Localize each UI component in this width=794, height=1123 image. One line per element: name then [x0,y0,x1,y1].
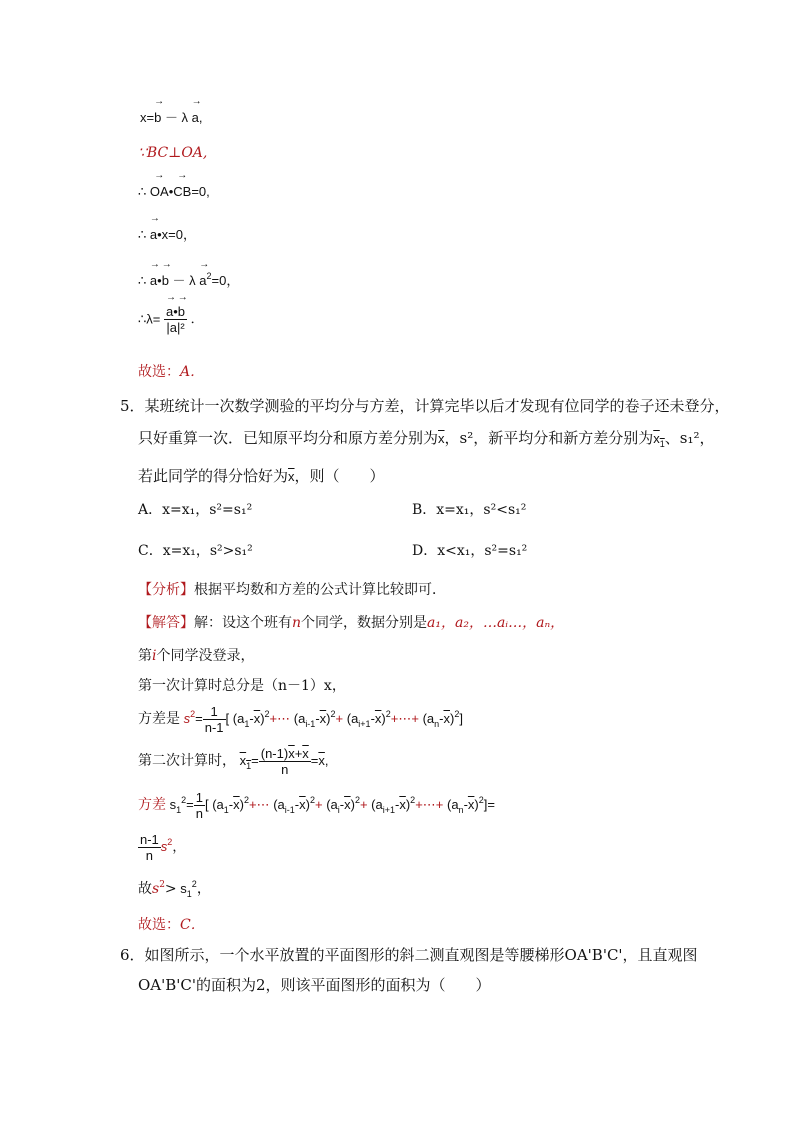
q5-line-2: 只好重算一次．已知原平均分和原方差分别为$\overline{x}$，s²，新平均分和新方差分别为$x_1$、s₁²， [138,429,715,449]
q5-option-a: A．x=x₁，s²=s₁² [138,502,253,518]
q5-answer: 故选：C． [138,917,205,933]
q5-option-d: D．x<x₁，s²=s₁² [412,543,528,559]
q5-line-1: 5．某班统计一次数学测验的平均分与方差，计算完毕以后才发现有位同学的卷子还未登分， [120,397,730,415]
q5-option-c: C．x=x₁，s²>s₁² [138,543,253,559]
q5-analysis: 【分析】根据平均数和方差的公式计算比较即可． [138,582,446,598]
prev-line-3: ∴ → OA•→ CB=0, [138,182,210,202]
q5-variance-2-cont: $\frac{n-1}{n}$ $s^2$， [140,832,186,864]
prev-line-1: x=→ b － λ → a, [140,108,203,128]
prev-line-5: ∴ → a•→ $b - \lambda \to a^2=0$， [138,266,239,291]
q5-solution-intro: 【解答】解：设这个班有n个同学，数据分别是a₁，a₂，…aᵢ…，aₙ， [138,615,565,631]
q6-line-2: OA'B'C'的面积为2，则该平面图形的面积为（ ） [138,976,491,994]
prev-line-4: ∴ → a•x=0， [138,225,196,245]
q5-variance-2: 方差 $s_1^2=$ $\frac{1}{n}$ [ $(a_1-\overline{x})^2+\cdots$ $(a_{i-1}-\overline{x})^2+ (a_i-\overline{x})^2+$ $(a_{i+1}-\overline{x})^2+\cdots+ (a_n-\overline{x})^2]=$ [138,790,495,822]
prev-line-2: ∵BC⊥OA, [138,145,208,161]
q5-second-calc: 第二次计算时， $x_1=$ $\frac{(n-1)\overline{x}+\overline{x}}{n}$ $=\overline{x}$, [138,746,329,777]
q5-line-3: 若此同学的得分恰好为$\overline{x}$，则（ ） [138,467,385,485]
q5-first-calc: 第一次计算时总分是（n－1）x， [138,678,346,694]
prev-line-6: ∴λ= → $\frac{a•\to b}{\text{|a|²}}$ ． [138,304,204,346]
prev-answer: 故选：A． [138,364,205,380]
q6-line-1: 6．如图所示，一个水平放置的平面图形的斜二测直观图是等腰梯形OA'B'C'，且直观图 [120,946,698,964]
q5-conclusion: 故$s^2> s_1^2$， [138,879,211,899]
q5-option-b: B．x=x₁，s²<s₁² [412,502,527,518]
q5-variance-1: 方差是 $s^2=$ $\frac{1}{n-1}$ [ $(a_1-\overline{x})^2+\cdots$ $(a_{i-1}-\overline{x})^2+$ $(a_{i+1}-\overline{x})^2+\cdots+ (a_n-\overline{x})^2$] [138,704,463,736]
q5-line-missing: 第i个同学没登录， [138,648,255,664]
